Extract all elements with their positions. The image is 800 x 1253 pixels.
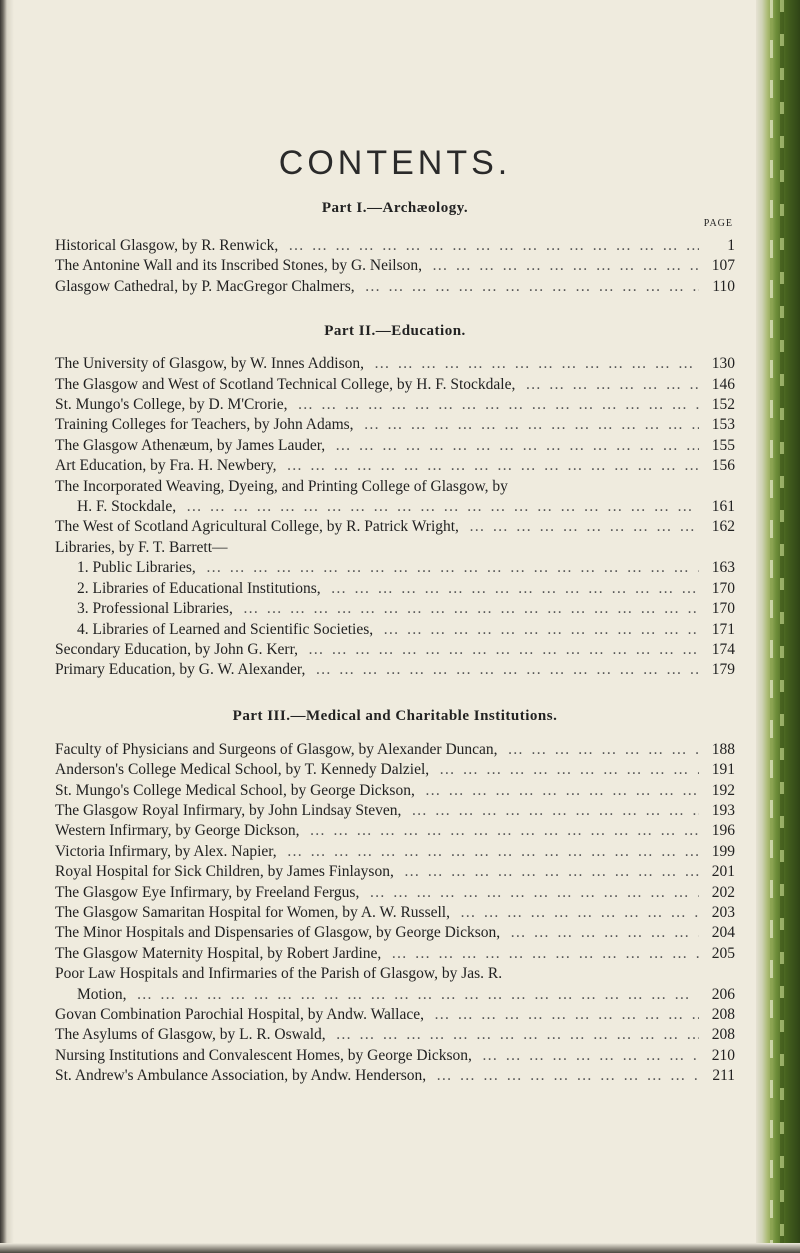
page-column-label: PAGE xyxy=(703,218,733,229)
leader-dots xyxy=(411,801,699,821)
entry-title: The Asylums of Glasgow, by L. R. Oswald, xyxy=(55,1026,326,1044)
leader-dots xyxy=(308,640,699,660)
leader-dots xyxy=(439,760,699,780)
toc-entry xyxy=(55,436,735,456)
entry-page-number: 204 xyxy=(711,924,735,942)
entry-title: The Glasgow Samaritan Hospital for Women, by A. W. Russell, xyxy=(55,903,450,921)
part-1-entries xyxy=(55,236,735,297)
entry-page-number: 110 xyxy=(712,277,735,295)
entry-title: Nursing Institutions and Convalescent Homes, by George Dickson, xyxy=(55,1046,472,1064)
toc-entry xyxy=(55,620,735,640)
entry-page-number: 206 xyxy=(711,985,735,1003)
entry-page-number: 193 xyxy=(711,801,735,819)
part-1-heading: Part I.—Archæology. xyxy=(321,200,469,216)
toc-entry xyxy=(55,842,735,862)
entry-page-number: 203 xyxy=(711,903,735,921)
entry-title: St. Andrew's Ambulance Association, by Andw. Henderson, xyxy=(55,1067,427,1085)
toc-entry xyxy=(55,964,735,984)
toc-entry xyxy=(55,903,735,923)
leader-dots xyxy=(287,456,699,476)
leader-dots xyxy=(243,599,699,619)
toc-entry xyxy=(55,883,735,903)
entry-title: Poor Law Hospitals and Infirmaries of the Parish of Glasgow, by Jas. R. xyxy=(55,965,503,983)
toc-entry xyxy=(55,1005,735,1025)
toc-entry xyxy=(55,236,735,256)
toc-entry xyxy=(55,517,735,537)
entry-page-number: 170 xyxy=(711,579,735,597)
leader-dots xyxy=(383,620,699,640)
toc-entry xyxy=(55,354,735,374)
leader-dots xyxy=(469,517,699,537)
toc-entry xyxy=(55,456,735,476)
leader-dots xyxy=(310,821,699,841)
leader-dots xyxy=(404,862,699,882)
toc-entry xyxy=(55,538,735,558)
leader-dots xyxy=(298,395,700,415)
leader-dots xyxy=(287,842,699,862)
entry-page-number: 191 xyxy=(711,761,735,779)
entry-title: Secondary Education, by John G. Kerr, xyxy=(55,640,299,658)
entry-title: Victoria Infirmary, by Alex. Napier, xyxy=(55,842,277,860)
entry-title: 3. Professional Libraries, xyxy=(77,600,233,618)
part-2-entries xyxy=(55,354,735,681)
entry-page-number: 170 xyxy=(711,600,735,618)
entry-title: Govan Combination Parochial Hospital, by Andw. Wallace, xyxy=(55,1006,424,1023)
entry-page-number: 201 xyxy=(711,863,735,881)
entry-title: 4. Libraries of Learned and Scientific Societies, xyxy=(77,620,374,638)
entry-title: Art Education, by Fra. H. Newbery, xyxy=(55,457,277,475)
leader-dots xyxy=(460,903,699,923)
entry-title: Faculty of Physicians and Surgeons of Glasgow, by Alexander Duncan, xyxy=(55,740,498,758)
toc-entry xyxy=(55,781,735,801)
leader-dots xyxy=(137,985,699,1005)
toc-entry xyxy=(55,640,735,660)
leader-dots xyxy=(525,375,699,395)
toc-entry xyxy=(55,395,735,415)
entry-page-number: 152 xyxy=(711,396,735,414)
entry-title: The Glasgow Athenæum, by James Lauder, xyxy=(55,436,326,454)
entry-title: St. Mungo's College, by D. M'Crorie, xyxy=(55,396,288,414)
toc-entry xyxy=(55,1066,735,1086)
part-3-entries xyxy=(55,740,735,1087)
toc-entry xyxy=(55,1025,735,1045)
entry-page-number: 155 xyxy=(711,436,735,454)
page-title: CONTENTS. xyxy=(278,144,512,182)
entry-page-number: 188 xyxy=(711,740,735,758)
entry-page-number: 211 xyxy=(712,1067,735,1085)
toc-entry xyxy=(55,1046,735,1066)
toc-entry xyxy=(55,821,735,841)
leader-dots xyxy=(364,415,699,435)
leader-dots xyxy=(436,1066,699,1086)
entry-title: The Glasgow Royal Infirmary, by John Lindsay Steven, xyxy=(55,801,402,819)
entry-title: Primary Education, by G. W. Alexander, xyxy=(55,661,306,679)
entry-page-number: 174 xyxy=(711,640,735,658)
leader-dots xyxy=(369,883,699,903)
entry-title: The Antonine Wall and its Inscribed Stones, by G. Neilson, xyxy=(55,257,422,275)
entry-title: Anderson's College Medical School, by T. Kennedy Dalziel, xyxy=(55,761,430,779)
entry-page-number: 202 xyxy=(711,883,735,901)
toc-entry xyxy=(55,801,735,821)
toc-entry xyxy=(55,579,735,599)
leader-dots xyxy=(288,236,699,256)
leader-dots xyxy=(508,740,699,760)
leader-dots xyxy=(331,579,699,599)
entry-title: 1. Public Libraries, xyxy=(77,559,196,577)
toc-entry xyxy=(55,497,735,517)
entry-title: The Minor Hospitals and Dispensaries of Glasgow, by George Dickson, xyxy=(55,924,501,942)
entry-page-number: 146 xyxy=(711,375,735,393)
entry-title: Libraries, by F. T. Barrett— xyxy=(55,538,228,556)
entry-page-number: 107 xyxy=(711,257,735,275)
entry-title: St. Mungo's College Medical School, by George Dickson, xyxy=(55,781,415,799)
entry-title: The Glasgow and West of Scotland Technical College, by H. F. Stockdale, xyxy=(55,375,516,393)
entry-page-number: 171 xyxy=(711,620,735,638)
leader-dots xyxy=(365,277,699,297)
leader-dots xyxy=(510,923,699,943)
entry-title: The West of Scotland Agricultural College, by R. Patrick Wright, xyxy=(55,518,459,536)
toc-entry xyxy=(55,923,735,943)
entry-page-number: 161 xyxy=(711,498,735,516)
entry-title: Motion, xyxy=(77,985,127,1003)
entry-title: Western Infirmary, by George Dickson, xyxy=(55,822,300,840)
page-bottom-shadow xyxy=(0,1243,800,1253)
toc-entry xyxy=(55,660,735,680)
book-binding-edge xyxy=(756,0,800,1253)
entry-title: Training Colleges for Teachers, by John Adams, xyxy=(55,416,354,434)
entry-title: Royal Hospital for Sick Children, by James Finlayson, xyxy=(55,863,394,881)
entry-page-number: 208 xyxy=(711,1026,735,1044)
entry-title: The Incorporated Weaving, Dyeing, and Printing College of Glasgow, by xyxy=(55,477,508,495)
toc-entry xyxy=(55,944,735,964)
entry-page-number: 1 xyxy=(727,237,735,254)
entry-page-number: 162 xyxy=(711,518,735,536)
entry-page-number: 130 xyxy=(711,355,735,373)
contents-body xyxy=(55,140,735,1087)
toc-entry xyxy=(55,256,735,276)
entry-page-number: 156 xyxy=(711,457,735,475)
entry-title: H. F. Stockdale, xyxy=(77,498,177,516)
leader-dots xyxy=(432,256,699,276)
entry-page-number: 179 xyxy=(711,661,735,679)
toc-entry xyxy=(55,862,735,882)
leader-dots xyxy=(391,944,699,964)
entry-page-number: 153 xyxy=(711,416,735,434)
entry-title: Historical Glasgow, by R. Renwick, xyxy=(55,237,279,254)
toc-entry xyxy=(55,599,735,619)
entry-page-number: 208 xyxy=(711,1006,735,1023)
entry-page-number: 210 xyxy=(711,1046,735,1064)
leader-dots xyxy=(335,436,699,456)
entry-title: 2. Libraries of Educational Institutions, xyxy=(77,579,321,597)
part-2-heading: Part II.—Education. xyxy=(324,323,466,340)
toc-entry xyxy=(55,415,735,435)
leader-dots xyxy=(482,1046,699,1066)
toc-entry xyxy=(55,558,735,578)
toc-entry xyxy=(55,277,735,297)
leader-dots xyxy=(374,354,699,374)
toc-entry xyxy=(55,985,735,1005)
entry-page-number: 196 xyxy=(711,822,735,840)
entry-page-number: 163 xyxy=(711,559,735,577)
part-3-heading: Part III.—Medical and Charitable Institutions. xyxy=(232,707,558,724)
leader-dots xyxy=(315,660,699,680)
toc-entry xyxy=(55,477,735,497)
leader-dots xyxy=(425,781,699,801)
entry-page-number: 192 xyxy=(711,781,735,799)
toc-entry xyxy=(55,375,735,395)
entry-title: Glasgow Cathedral, by P. MacGregor Chalmers, xyxy=(55,277,355,295)
leader-dots xyxy=(434,1005,699,1025)
entry-page-number: 205 xyxy=(711,944,735,962)
entry-title: The University of Glasgow, by W. Innes Addison, xyxy=(55,355,364,373)
leader-dots xyxy=(206,558,699,578)
entry-title: The Glasgow Maternity Hospital, by Robert Jardine, xyxy=(55,944,382,962)
page-fold-shadow xyxy=(0,0,14,1253)
entry-title: The Glasgow Eye Infirmary, by Freeland Fergus, xyxy=(55,883,360,901)
toc-entry xyxy=(55,740,735,760)
toc-entry xyxy=(55,760,735,780)
leader-dots xyxy=(186,497,699,517)
entry-page-number: 199 xyxy=(711,842,735,860)
leader-dots xyxy=(336,1025,699,1045)
